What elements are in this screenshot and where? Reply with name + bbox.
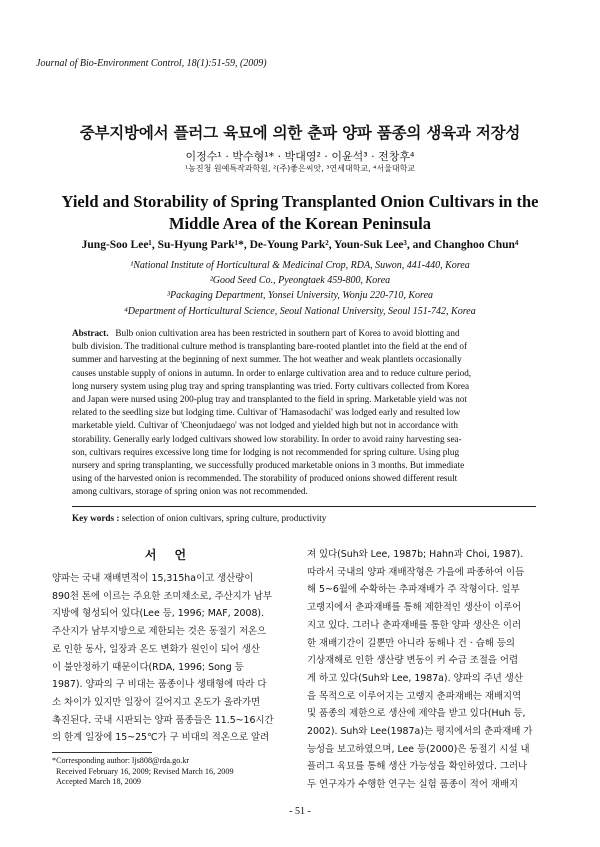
abstract-line: and Japan were nursed using 200-plug tray and transplanted to the field in spring. Marketable yield was not — [72, 394, 467, 405]
abstract-line: nursery and spring transplanting, we successfully produced marketable onions in 3 months. But immediate — [72, 460, 465, 471]
body-line: 양파는 국내 재배면적이 15,315ha이고 생산량이 — [52, 573, 254, 584]
abstract-label: Abstract. — [72, 328, 109, 338]
body-line: 로 인한 동사, 일장과 온도 변화가 원인이 되어 생산 — [52, 643, 260, 655]
keywords-text: selection of onion cultivars, spring culture, productivity — [121, 513, 327, 523]
body-line: 해 5~6월에 수확하는 추파재배가 주 작형이다. 일부 — [307, 584, 520, 596]
body-line: 능성을 보고하였으며, Lee 등(2000)은 동절기 시설 내 — [307, 743, 530, 755]
right-column-body — [307, 546, 552, 794]
abstract-line: causes unstable supply of onions in autumn. In order to enlarge cultivation area and to reduce culture period, — [72, 367, 472, 378]
body-line: 890천 톤에 이르는 주요한 조미채소로, 주산지가 남부 — [52, 590, 272, 602]
keywords-label: Key words : — [72, 513, 120, 523]
accepted-note: Accepted March 18, 2009 — [56, 777, 142, 786]
abstract-line: marketable yield. Cultivar of 'Cheonjudaego' was not lodged and yielded high but not in accordance with — [72, 420, 459, 431]
affiliation-3: ³Packaging Department, Yonsei University, Wonju 220-710, Korea — [166, 290, 434, 302]
affiliation-1: ¹National Institute of Horticultural & Medicinal Crop, RDA, Suwon, 441-440, Korea — [130, 260, 470, 271]
body-line: 지고 있다. 그러나 춘파재배를 통한 양파 생산은 이러 — [307, 619, 522, 631]
korean-authors: 이정수¹ · 박수형¹* · 박대영² · 이윤석³ · 전창후⁴ — [185, 150, 415, 163]
received-note: Received February 16, 2009; Revised March 16, 2009 — [56, 766, 234, 776]
corresponding-author-note: *Corresponding author: ljs808@rda.go.kr — [52, 756, 190, 765]
affiliation-2: ²Good Seed Co., Pyeongtaek 459-800, Korea — [209, 275, 391, 287]
abstract-line: among cultivars, storage of spring onion was not recommended. — [72, 486, 308, 497]
body-line: 및 품종의 제한으로 생산에 제약을 받고 있다(Huh 등, — [307, 708, 526, 720]
abstract-divider — [72, 506, 536, 507]
body-line: 게 하고 있다(Suh와 Lee, 1987a). 양파의 주년 생산 — [307, 672, 523, 684]
affiliations — [0, 258, 600, 319]
english-title-line-2: Middle Area of the Korean Peninsula — [168, 214, 432, 233]
abstract-line: son, cultivars requires excessive long time for lodging is not recommended for spring culture. Using plug — [72, 446, 460, 457]
body-line: 이 불안정하기 때문이다(RDA, 1996; Song 등 — [52, 661, 244, 673]
korean-affiliations: ¹농진청 원예특작과학원, ²(주)좋은씨앗, ³연세대학교, ⁴서울대학교 — [184, 164, 416, 173]
body-line: 따라서 국내의 양파 재배작형은 가을에 파종하여 이듬 — [307, 566, 525, 578]
body-line: 기상재해로 인한 생산량 변동이 커 수급 조절을 어렵 — [307, 655, 519, 667]
body-line: 플러그 육묘를 통해 생산 가능성을 확인하였다. 그러나 — [307, 761, 528, 773]
abstract — [72, 327, 536, 499]
abstract-line: summer and harvesting at the beginning of next summer. The hot weather and weak plantlets occasionally — [72, 354, 462, 365]
abstract-line: using of the harvested onion is recommended. The storability of produced onions showed different result — [72, 473, 458, 484]
body-line: 을 목적으로 이루어지는 고랭지 춘파재배는 재배지역 — [307, 690, 522, 702]
abstract-line: related to the seedling size but lodging time. Cultivar of 'Hamasodachi' was lodged early and resulted low — [72, 407, 461, 418]
body-line: 져 있다(Suh와 Lee, 1987b; Hahn과 Choi, 1987). — [307, 549, 524, 560]
korean-title: 중부지방에서 플러그 육묘에 의한 춘파 양파 품종의 생육과 저장성 — [79, 124, 521, 142]
english-authors: Jung-Soo Lee¹, Su-Hyung Park¹*, De-Young Park², Youn-Suk Lee³, and Changhoo Chun⁴ — [81, 239, 519, 251]
body-line: 소 차이가 있지만 일장이 길어지고 온도가 올라가면 — [52, 696, 261, 708]
left-column-body — [52, 570, 297, 747]
abstract-line — [72, 327, 536, 340]
body-line: 한 재배기간이 길뿐만 아니라 동해나 건 · 습해 등의 — [307, 637, 515, 649]
journal-citation: Journal of Bio-Environment Control, 18(1):51-59, (2009) — [36, 58, 267, 69]
abstract-line-text: Bulb onion cultivation area has been restricted in southern part of Korea to avoid blotting and — [115, 328, 460, 338]
affiliation-4: ⁴Department of Horticultural Science, Seoul National University, Seoul 151-742, Korea — [124, 305, 476, 317]
english-title — [20, 191, 580, 235]
section-title-introduction: 서언 — [144, 548, 205, 562]
body-line: 2002). Suh와 Lee(1987a)는 평지에서의 춘파재배 가 — [307, 726, 533, 738]
body-line: 지방에 형성되어 있다(Lee 등, 1996; MAF, 2008). — [52, 608, 265, 620]
body-line: 1987). 양파의 구 비대는 품종이나 생태형에 따라 다 — [52, 679, 267, 691]
page-number: - 51 - — [289, 806, 311, 817]
footnotes — [52, 756, 234, 788]
abstract-line: bulb division. The traditional culture method is transplanting bare-rooted plantlet into the field at the end of — [72, 341, 468, 352]
keywords — [72, 513, 536, 523]
abstract-line: long nursery system using plug tray and spring transplanting was tried. Forty cultivars collected from Korea — [72, 380, 470, 391]
footnote-rule — [52, 752, 152, 753]
english-title-line-1: Yield and Storability of Spring Transplanted Onion Cultivars in the — [61, 192, 539, 211]
body-line: 촉진된다. 국내 시판되는 양파 품종들은 11.5~16시간 — [52, 714, 274, 726]
body-line: 두 연구자가 수행한 연구는 실험 품종이 적어 재배지 — [307, 779, 519, 791]
body-line: 고랭지에서 춘파재배를 통해 제한적인 생산이 이루어 — [307, 602, 522, 614]
body-line: 주산지가 남부지방으로 제한되는 것은 동절기 저온으 — [52, 626, 267, 638]
abstract-line: storability. Generally early lodged cultivars showed low storability. In order to avoid rainy harvesting sea- — [72, 433, 462, 444]
body-line: 의 한계 일장에 15~25℃가 구 비대의 적온으로 알려 — [52, 732, 270, 744]
